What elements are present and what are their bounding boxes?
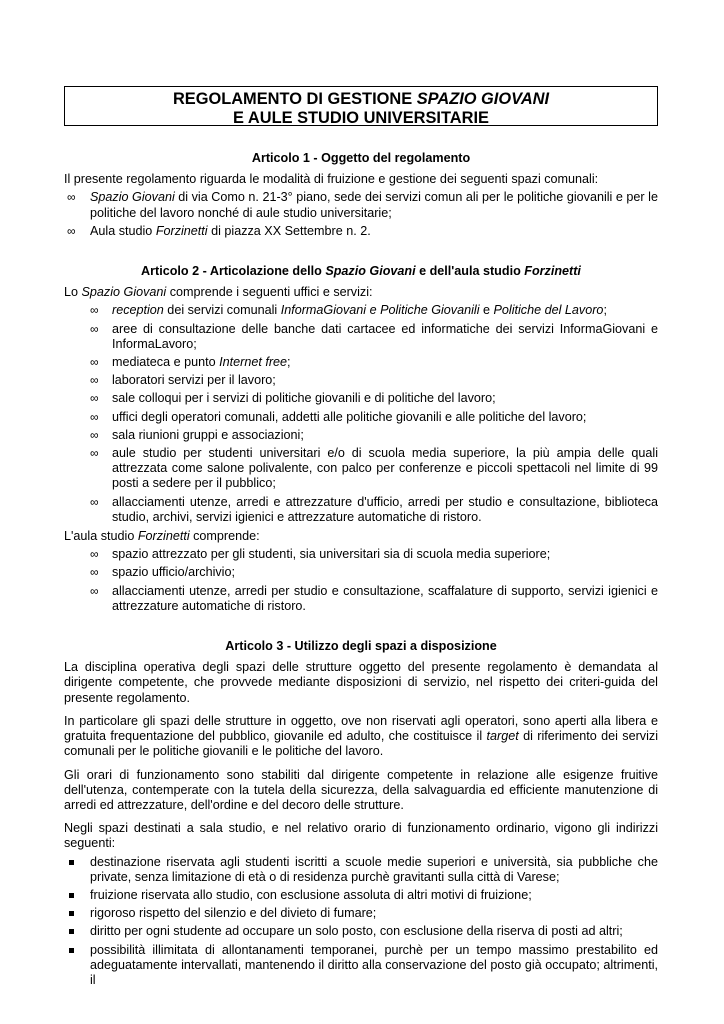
article-3-paragraph: In particolare gli spazi delle strutture in oggetto, ove non riservati agli operatori, sono aperti alla libera e gratuita frequentazione del pubblico, giovanile ed adulto, che costituisce il target di riferimento dei servizi comunali per le politiche giovanili e le politiche del lavoro. (64, 713, 658, 759)
article-1-heading: Articolo 1 - Oggetto del regolamento (251, 151, 471, 165)
aula-forzinetti-intro: L'aula studio Forzinetti comprende: (64, 529, 260, 544)
square-bullet-icon (69, 893, 74, 898)
list-item: rigoroso rispetto del silenzio e del divieto di fumare; (64, 906, 658, 921)
list-item: possibilità illimitata di allontanamenti temporanei, purchè per un tempo massimo prestabilito ed adeguatamente intervallati, mantenendo il diritto alla conservazione del posto già occupato; altrimenti, il (64, 943, 658, 989)
list-item: ∞ mediateca e punto Internet free; (90, 355, 291, 370)
bullet-icon: ∞ (90, 494, 99, 509)
article-2-heading: Articolo 2 - Articolazione dello Spazio Giovani e dell'aula studio Forzinetti (141, 264, 581, 279)
article-1-list (64, 190, 658, 239)
list-item: ∞ Aula studio Forzinetti di piazza XX Settembre n. 2. (67, 223, 371, 238)
list-item: ∞ aule studio per studenti universitari e/o di scuola media superiore, la più ampia delle quali attrezzata come salone polivalente, con palco per conferenze e piccoli spettacoli nel limite di 99 posti a sedere per il pubblico; (90, 446, 658, 491)
list-item: diritto per ogni studente ad occupare un solo posto, con esclusione della riserva di posti ad altri; (64, 924, 658, 939)
bullet-icon: ∞ (90, 427, 99, 442)
list-item: ∞ reception dei servizi comunali InformaGiovani e Politiche Giovanili e Politiche del Lavoro; (90, 303, 607, 318)
aula-forzinetti-list (64, 547, 658, 614)
list-item: ∞ allacciamenti utenze, arredi e attrezzature d'ufficio, arredi per studio e consultazione, biblioteca studio, archivi, servizi igienici e attrezzature automatiche di ristoro. (90, 494, 658, 524)
bullet-icon: ∞ (90, 547, 99, 562)
list-item: ∞ spazio attrezzato per gli studenti, sia universitari sia di scuola media superiore; (90, 547, 551, 562)
list-item: fruizione riservata allo studio, con esclusione assoluta di altri motivi di fruizione; (64, 888, 658, 903)
bullet-icon: ∞ (90, 583, 99, 598)
bullet-icon: ∞ (90, 303, 99, 318)
document-title-box (64, 86, 658, 126)
list-item: ∞ Spazio Giovani di via Como n. 21-3° piano, sede dei servizi comun ali per le politiche giovanili e per le politiche del lavoro nonché di aule studio universitarie; (67, 190, 658, 220)
bullet-icon: ∞ (90, 446, 99, 461)
list-item: ∞ uffici degli operatori comunali, addetti alle politiche giovanili e alle politiche del lavoro; (90, 409, 587, 424)
square-bullet-icon (69, 948, 74, 953)
article-3-heading: Articolo 3 - Utilizzo degli spazi a disposizione (225, 639, 497, 654)
document-page (64, 86, 658, 988)
bullet-icon: ∞ (90, 355, 99, 370)
sala-studio-rules-list (64, 855, 658, 989)
bullet-icon: ∞ (90, 409, 99, 424)
article-2-intro: Lo Spazio Giovani comprende i seguenti uffici e servizi: (64, 285, 373, 300)
square-bullet-icon (69, 860, 74, 865)
list-item: ∞ aree di consultazione delle banche dati cartacee ed informatiche dei servizi InformaGiovani e InformaLavoro; (90, 321, 658, 351)
square-bullet-icon (69, 911, 74, 916)
title-line-2: E AULE STUDIO UNIVERSITARIE (233, 109, 489, 127)
bullet-icon: ∞ (90, 391, 99, 406)
bullet-icon: ∞ (90, 565, 99, 580)
bullet-icon: ∞ (90, 373, 99, 388)
list-item: ∞ sala riunioni gruppi e associazioni; (90, 427, 304, 442)
spazio-giovani-list (64, 303, 658, 525)
list-item: ∞ laboratori servizi per il lavoro; (90, 373, 276, 388)
square-bullet-icon (69, 929, 74, 934)
title-line-1: REGOLAMENTO DI GESTIONE SPAZIO GIOVANI (172, 90, 550, 108)
list-item: ∞ allacciamenti utenze, arredi per studio e consultazione, scaffalature di supporto, servizi igienici e attrezzature automatiche di ristoro. (90, 583, 658, 613)
article-3-paragraph: La disciplina operativa degli spazi delle strutture oggetto del presente regolamento è demandata al dirigente competente, che provvede mediante disposizioni di servizio, nel rispetto dei criteri-guida del presente regolamento. (64, 660, 658, 705)
list-item: ∞ sale colloqui per i servizi di politiche giovanili e di politiche del lavoro; (90, 391, 496, 406)
bullet-icon: ∞ (67, 223, 76, 238)
bullet-icon: ∞ (90, 321, 99, 336)
article-3-paragraph: Negli spazi destinati a sala studio, e nel relativo orario di funzionamento ordinario, vigono gli indirizzi seguenti: (64, 821, 658, 851)
article-1-intro: Il presente regolamento riguarda le modalità di fruizione e gestione dei seguenti spazi comunali: (64, 172, 599, 187)
list-item: ∞ spazio ufficio/archivio; (90, 565, 235, 580)
bullet-icon: ∞ (67, 190, 76, 205)
list-item: destinazione riservata agli studenti iscritti a scuole medie superiori e università, sia pubbliche che private, senza limitazione di età o di residenza purchè gravitanti sulla città di Varese; (64, 855, 658, 885)
article-3-paragraph: Gli orari di funzionamento sono stabiliti dal dirigente competente in relazione alle esigenze fruitive dell'utenza, contemperate con la tutela della sicurezza, della salvaguardia ed efficiente manutenzione di arredi ed attrezzature, dell'ordine e del decoro delle strutture. (64, 767, 658, 812)
